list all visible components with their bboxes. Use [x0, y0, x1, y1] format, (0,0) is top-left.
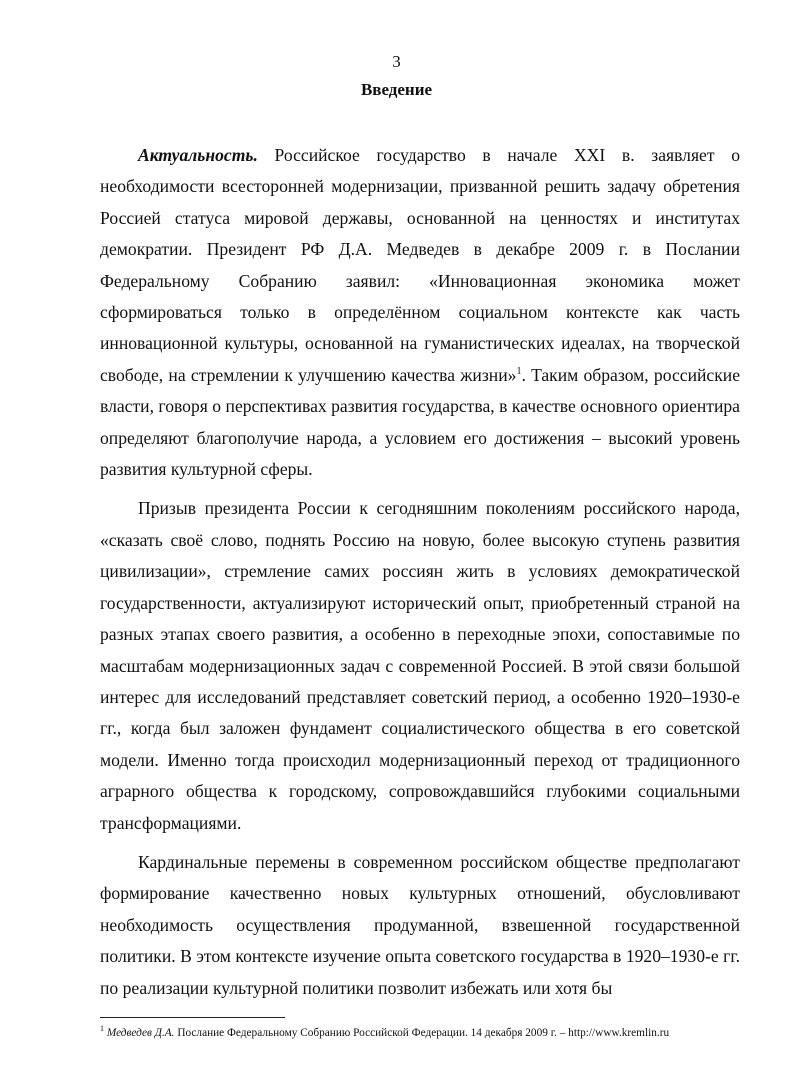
footnote-text: Послание Федеральному Собранию Российской Федерации. 14 декабря 2009 г. – http://www.kremlin.ru	[174, 1027, 670, 1039]
footnote-reference: 1	[516, 365, 522, 377]
section-title: Введение	[360, 80, 433, 99]
paragraph-cardinal-changes: Кардинальные перемены в современном российском обществе предполагают формирование качественно новых культурных отношений, обусловливают необходимость осуществления продуманной, взвешенной государственной политики. В этом контексте изучение опыта советского государства в 1920–1930-е гг. по реализации культурной политики позволит избежать или хотя бы	[100, 851, 740, 998]
footnote-separator	[100, 1017, 285, 1018]
paragraph-text: . Таким образом, российские власти, говоря о перспективах развития государства, в качестве основного ориентира определяют благополучие народа, а условием его достижения – высокий уровень развития культурной сферы.	[100, 364, 740, 480]
paragraph-relevance	[100, 140, 740, 485]
footnote-number: 1	[100, 1024, 104, 1034]
body-text	[100, 140, 740, 1004]
paragraph-text: Российское государство в начале XXI в. заявляет о необходимости всесторонней модернизации, призванной решить задачу обретения Россией статуса мировой державы, основанной на ценностях и институтах демократии. Президент РФ Д.А. Медведев в декабре 2009 г. в Послании Федеральному Собранию заявил: «Инновационная экономика может сформироваться только в определённом социальном контексте как часть инновационной культуры, основанной на гуманистических идеалах, на творческой свободе, на стремлении к улучшению качества жизни»	[100, 145, 740, 385]
lead-term: Актуальность.	[138, 145, 258, 165]
footnote	[100, 1026, 760, 1040]
paragraph-president-appeal: Призыв президента России к сегодняшним поколениям российского народа, «сказать своё слово, поднять Россию на новую, более высокую ступень развития цивилизации», стремление самих россиян жить в условиях демократической государственности, актуализируют исторический опыт, приобретенный страной на разных этапах своего развития, а особенно в переходные эпохи, сопоставимые по масштабам модернизационных задач с современной Россией. В этой связи большой интерес для исследований представляет советский период, а особенно 1920–1930-е гг., когда был заложен фундамент социалистического общества в его советской модели. Именно тогда происходил модернизационный переход от традиционного аграрного общества к городскому, сопровождавшийся глубокими социальными трансформациями.	[100, 498, 740, 833]
footnote-author: Медведев Д.А.	[106, 1027, 175, 1039]
page-number: 3	[392, 52, 401, 71]
